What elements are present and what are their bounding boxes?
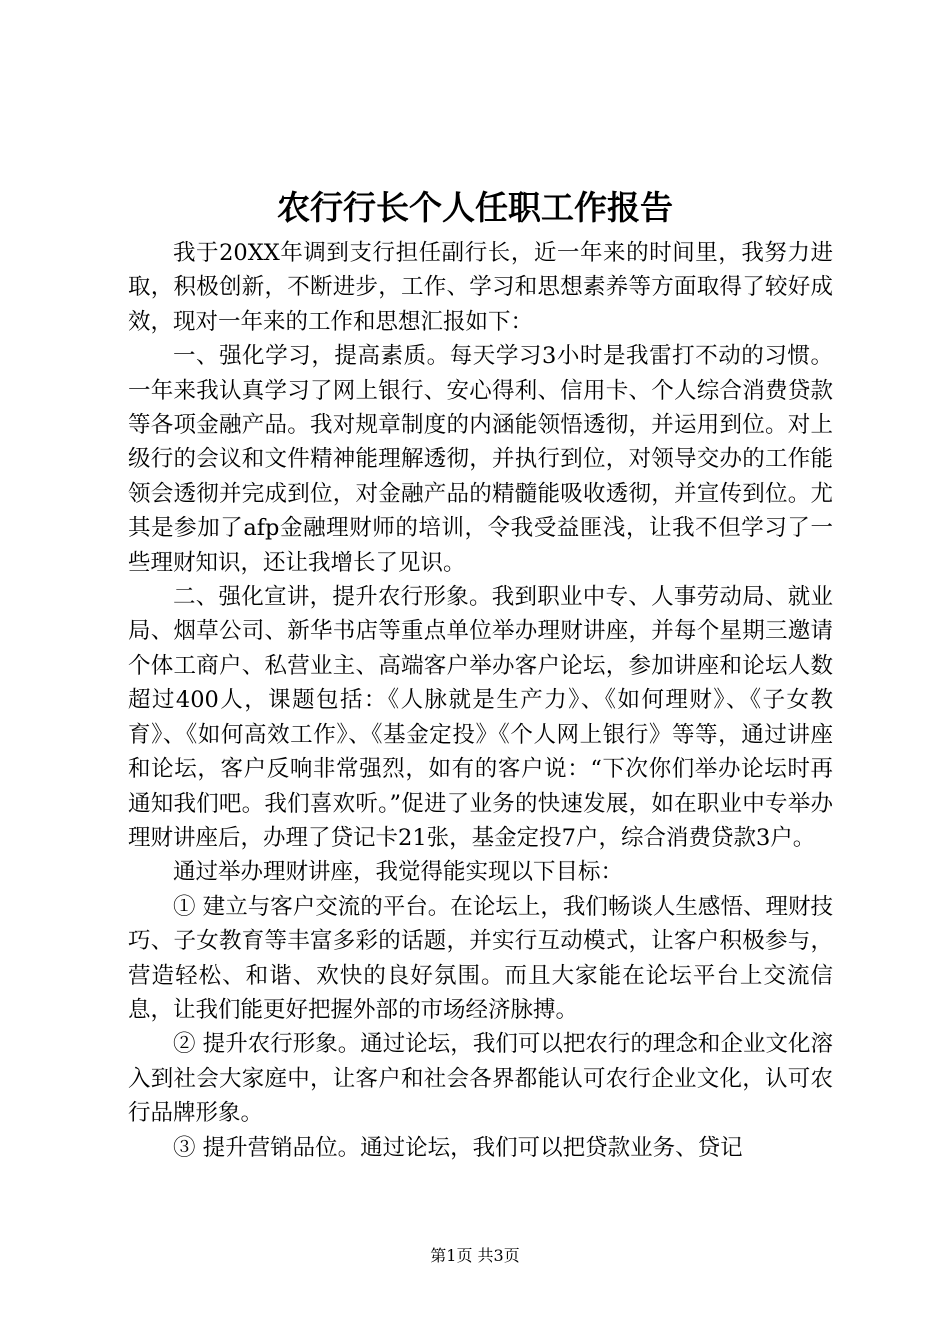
- page-number-footer: 第1页 共3页: [430, 1246, 520, 1265]
- document-title: 农行行长个人任职工作报告: [277, 188, 673, 227]
- paragraph-goal-2: ② 提升农行形象。通过论坛，我们可以把农行的理念和企业文化溶入到社会大家庭中，让客户和社会各界都能认可农行企业文化，认可农行品牌形象。: [128, 1031, 833, 1127]
- paragraph-goals-intro: 通过举办理财讲座，我觉得能实现以下目标：: [173, 859, 624, 886]
- paragraph-goal-3: ③ 提升营销品位。通过论坛，我们可以把贷款业务、贷记: [173, 1134, 743, 1161]
- document-body: [128, 236, 833, 1165]
- paragraph-goal-1: ① 建立与客户交流的平台。在论坛上，我们畅谈人生感悟、理财技巧、子女教育等丰富多彩的话题，并实行互动模式，让客户积极参与，营造轻松、和谐、欢快的良好氛围。而且大家能在论坛平台上交流信息，让我们能更好把握外部的市场经济脉搏。: [128, 893, 833, 1023]
- paragraph-section-2: 二、强化宣讲，提升农行形象。我到职业中专、人事劳动局、就业局、烟草公司、新华书店等重点单位举办理财讲座，并每个星期三邀请个体工商户、私营业主、高端客户举办客户论坛，参加讲座和论坛人数超过400人，课题包括：《人脉就是生产力》、《如何理财》、《子女教育》、《如何高效工作》、《基金定投》《个人网上银行》等等，通过讲座和论坛，客户反响非常强烈，如有的客户说：“下次你们举办论坛时再通知我们吧。我们喜欢听。”促进了业务的快速发展，如在职业中专举办理财讲座后，办理了贷记卡21张，基金定投7户，综合消费贷款3户。: [128, 584, 833, 851]
- paragraph-section-1: 一、强化学习，提高素质。每天学习3小时是我雷打不动的习惯。一年来我认真学习了网上银行、安心得利、信用卡、个人综合消费贷款等各项金融产品。我对规章制度的内涵能领悟透彻，并运用到位。对上级行的会议和文件精神能理解透彻，并执行到位，对领导交办的工作能领会透彻并完成到位，对金融产品的精髓能吸收透彻，并宣传到位。尤其是参加了afp金融理财师的培训，令我受益匪浅，让我不但学习了一些理财知识，还让我增长了见识。: [128, 343, 833, 576]
- paragraph-intro: 我于20XX年调到支行担任副行长，近一年来的时间里，我努力进取，积极创新，不断进步，工作、学习和思想素养等方面取得了较好成效，现对一年来的工作和思想汇报如下：: [128, 240, 833, 335]
